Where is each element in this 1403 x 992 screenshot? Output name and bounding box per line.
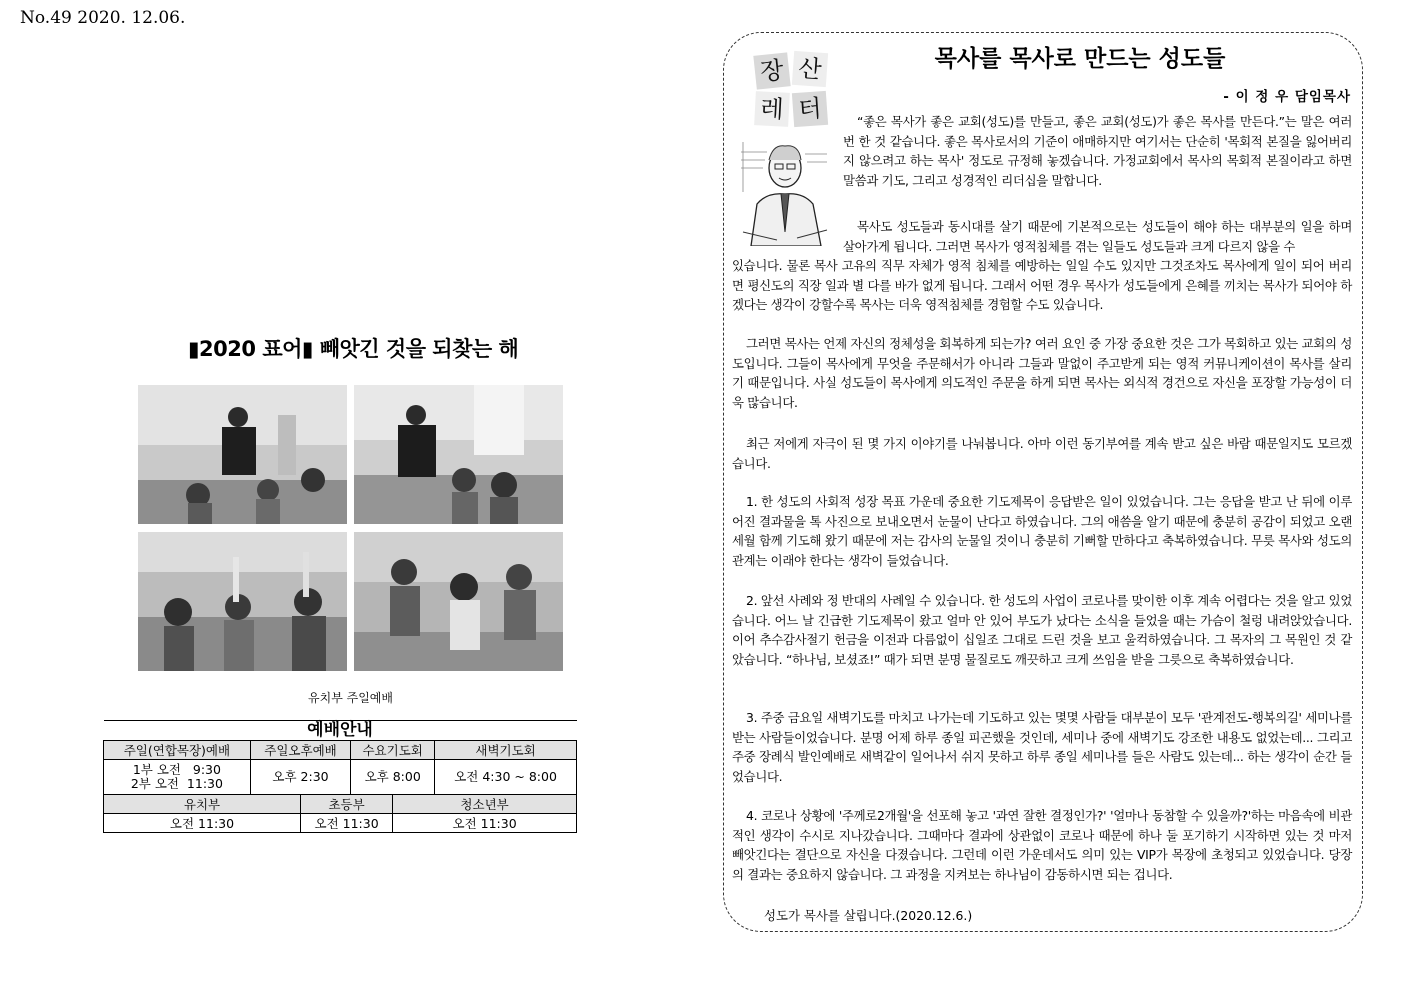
kindergarten-photo [138,532,347,671]
letter-title: 목사를 목사로 만드는 성도들 [934,46,1226,72]
table-cell: 오전 4:30 ~ 8:00 [435,760,577,795]
table-cell: 오후 2:30 [250,760,350,795]
table-header: 새벽기도회 [435,741,577,760]
letter-paragraph: “좋은 목사가 좋은 교회(성도)를 만들고, 좋은 교회(성도)가 좋은 목사를 만든다.”는 말은 여러 번 한 것 같습니다. 좋은 목사로서의 기준이 애매하지만 여기서는 단순히 '목회적 본질을 잃어버리지 않으려고 하는 목사' 정도로 규정해 놓겠습니다. 가정교회에서 목사의 목회적 본질이라고 하면 말씀과 기도, 그리고 성경적인 리더십을 말합니다. [843,114,1352,188]
letter-paragraph: 목사도 성도들과 동시대를 살기 때문에 기본적으로는 성도들이 해야 하는 대부분의 일을 하며 살아가게 됩니다. 그러면 목사가 영적침체를 겪는 일들도 성도들과 크게 다르지 않을 수 [843,219,1352,254]
letter-paragraph: 2. 앞선 사례와 정 반대의 사례일 수 있습니다. 한 성도의 사업이 코로나를 맞이한 이후 계속 어렵다는 것을 알고 있었습니다. 어느 날 긴급한 기도제목이 왔고 얼마 안 있어 부도가 났다는 소식을 들었을 때는 가슴이 철렁 내려앉았습니다. 이어 추수감사절기 헌금을 이전과 다름없이 십일조 그대로 드린 것을 보고 울컥하였습니다. 그 목자의 그 목원인 것 같았습니다. “하나님, 보셨죠!” 때가 되면 분명 물질로도 깨끗하고 크게 쓰임을 받을 그릇으로 축복하였습니다. [732,593,1352,667]
kindergarten-photo [354,532,563,671]
photo-grid [138,385,563,672]
table-cell [104,760,251,795]
photo-caption: 유치부 주일예배 [308,691,393,705]
letter-paragraph: 있습니다. 물론 목사 고유의 직무 자체가 영적 침체를 예방하는 일일 수도 있지만 그것조차도 목사에게 일이 되어 버리면 평신도의 직장 일과 별 다를 바가 없게 됩니다. 그래서 어떤 경우 목사가 성도들에게 은혜를 끼치는 목사가 되어야 하겠다는 생각이 강할수록 목사는 더욱 영적침체를 경험할 수도 있습니다. [732,258,1352,313]
sunday-service-2: 2부 오전 11:30 [130,776,223,791]
table-cell: 오전 11:30 [301,814,393,833]
column-logo [753,52,833,132]
letter-author: - 이 정 우 담임목사 [1223,89,1351,105]
table-header: 수요기도회 [351,741,435,760]
logo-tile: 터 [792,91,828,127]
logo-tile: 장 [753,52,790,89]
issue-number: No.49 2020. 12.06. [20,8,186,28]
table-header: 유치부 [104,795,301,814]
logo-tile: 산 [792,51,828,87]
worship-schedule-table [103,720,577,833]
letter-paragraph: 1. 한 성도의 사회적 성장 목표 가운데 중요한 기도제목이 응답받은 일이 있었습니다. 그는 응답을 받고 난 뒤에 이루어진 결과물을 톡 사진으로 보내오면서 눈물이 난다고 하였습니다. 그의 애씀을 알기 때문에 충분히 공감이 되었고 오랜 세월 함께 기도해 왔기 때문에 저는 감사의 눈물일 것이니 충분히 기뻐할 만하다고 축복하였습니다. 무릇 목사와 성도의 관계는 이래야 한다는 생각이 들었습니다. [732,494,1352,568]
letter-paragraph: 그러면 목사는 언제 자신의 정체성을 회복하게 되는가? 여러 요인 중 가장 중요한 것은 그가 목회하고 있는 교회의 성도입니다. 그들이 목사에게 무엇을 주문해서가 아니라 그들과 말없이 주고받게 되는 영적 커뮤니케이션이 목사를 살리기 때문입니다. 사실 성도들이 목사에게 의도적인 주문을 하게 되면 목사는 외식적 경건으로 자신을 포장할 가능성이 더욱 많습니다. [732,336,1352,410]
table-cell: 오전 11:30 [393,814,577,833]
letter-paragraph: 3. 주중 금요일 새벽기도를 마치고 나가는데 기도하고 있는 몇몇 사람들 대부분이 모두 '관계전도-행복의길' 세미나를 받는 사람들이었습니다. 분명 어제 하루 종일 피곤했을 것인데, 세미나 중에 새벽기도 강조한 내용도 없었는데... 그리고 주중 장례식 발인예배로 새벽같이 일어나서 쉬지 못하고 하루 종일 세미나를 들은 사람도 있는데... 하는 생각이 순간 들었습니다. [732,710,1352,784]
year-motto: ▮2020 표어▮ 빼앗긴 것을 되찾는 해 [188,337,519,361]
letter-paragraph: 최근 저에게 자극이 된 몇 가지 이야기를 나눠봅니다. 아마 이런 동기부여를 계속 받고 싶은 바람 때문일지도 모르겠습니다. [732,436,1352,471]
table-header: 청소년부 [393,795,577,814]
letter-paragraph: 4. 코로나 상황에 '주께로2개월'을 선포해 놓고 '과연 잘한 결정인가?' '얼마나 동참할 수 있을까?'하는 마음속에 비관적인 생각이 수시로 지나갔습니다. 그때마다 결과에 상관없이 코로나 때문에 하나 둘 포기하기 시작하면 있는 것 마저 빼앗긴다는 결단으로 자신을 다졌습니다. 그런데 이런 가운데서도 의미 있는 VIP가 목장에 초청되고 있었습니다. 당장의 결과는 중요하지 않습니다. 그 과정을 지켜보는 하나님이 감동하시면 되는 겁니다. [732,808,1352,882]
table-header: 주일(연합목장)예배 [104,741,251,760]
logo-tile: 레 [754,91,790,127]
table-cell: 오후 8:00 [351,760,435,795]
table-cell: 오전 11:30 [104,814,301,833]
pastor-portrait [737,132,831,246]
kindergarten-photo [354,385,563,524]
table-header: 초등부 [301,795,393,814]
schedule-title: 예배안내 [104,721,577,741]
sunday-service-1: 1부 오전 9:30 [132,762,221,777]
table-header: 주일오후예배 [250,741,350,760]
kindergarten-photo [138,385,347,524]
letter-signoff: 성도가 목사를 살립니다.(2020.12.6.) [764,908,973,923]
